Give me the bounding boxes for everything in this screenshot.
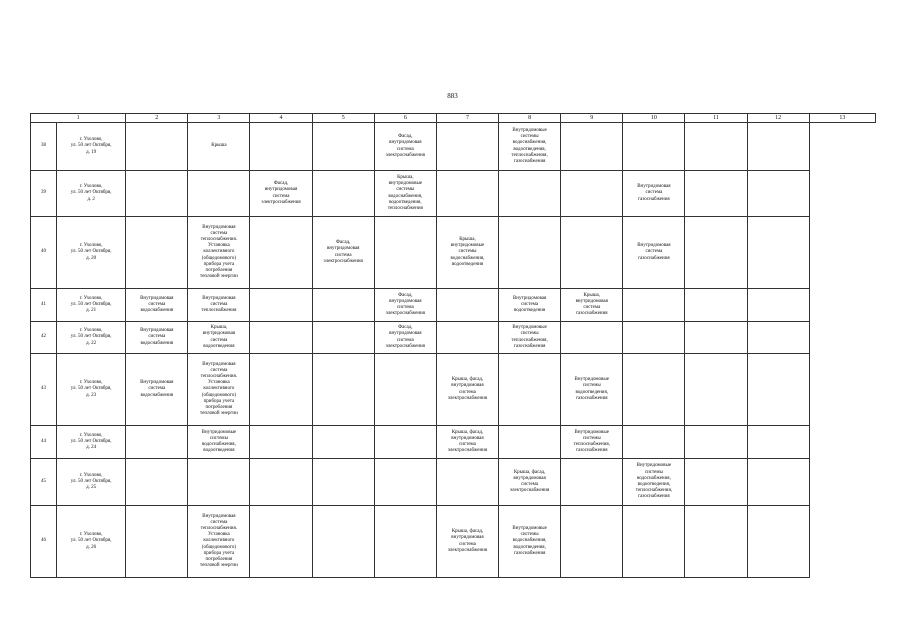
col3-cell — [126, 217, 188, 289]
col10-cell — [561, 354, 623, 426]
col9-cell-text: Внутридомовые системы теплоснабжения, газоснабжения — [511, 325, 548, 349]
col10-cell — [561, 123, 623, 171]
col9-cell-text: Внутридомовые системы водоснабжения, водоотведения, теплоснабжения, газоснабжения — [511, 127, 548, 164]
col4-cell-text: Внутридомовые системы водоснабжения, водоотведения — [201, 429, 237, 454]
address-cell-text: г. Ухолово, ул. 50 лет Октября, д. 21 — [70, 295, 112, 314]
col7-cell-text: Фасад, внутридомовая система электроснабжения — [385, 325, 425, 349]
table-row — [31, 506, 876, 578]
col8-cell-text: Крыша, фасад, внутридомовая система электроснабжения — [447, 529, 488, 553]
col8-cell — [436, 426, 498, 459]
col3-cell — [126, 123, 188, 171]
col7-cell — [374, 217, 436, 289]
table-row — [31, 426, 876, 459]
column-header: 5 — [312, 114, 374, 123]
col9-cell — [499, 289, 561, 322]
col6-cell — [312, 426, 374, 459]
col5-cell-text: Фасад, внутридомовая система электроснабжения — [261, 181, 301, 205]
col5-cell — [250, 289, 312, 322]
col10-cell — [561, 171, 623, 217]
col7-cell — [374, 123, 436, 171]
col13-cell — [747, 354, 809, 426]
col3-cell — [126, 322, 188, 354]
row-number — [31, 289, 57, 322]
col5-cell — [250, 171, 312, 217]
col4-cell — [188, 426, 250, 459]
column-header: 7 — [436, 114, 498, 123]
col7-cell — [374, 322, 436, 354]
address-cell-text: г. Ухолово, ул. 50 лет Октября, д. 22 — [70, 328, 112, 346]
column-header: 8 — [499, 114, 561, 123]
col9-cell-text: Внутридомовые системы водоснабжения, водоотведения, газоснабжения — [512, 525, 547, 556]
row-number — [31, 459, 57, 506]
col9-cell — [499, 426, 561, 459]
col3-cell — [126, 289, 188, 322]
col11-cell — [623, 354, 685, 426]
repair-schedule-table — [30, 113, 876, 578]
col8-cell — [436, 459, 498, 506]
address-cell — [57, 217, 126, 289]
address-cell-text: г. Ухолово, ул. 50 лет Октября, д. 25 — [70, 472, 112, 491]
col5-cell — [250, 322, 312, 354]
col4-cell — [188, 123, 250, 171]
col4-cell — [188, 506, 250, 578]
address-cell-text: г. Ухолово, ул. 50 лет Октября, д. 23 — [70, 380, 112, 398]
row-number — [31, 123, 57, 171]
address-cell-text: г. Ухолово, ул. 50 лет Октября, д. 19 — [70, 137, 112, 155]
col3-cell-text: Внутридомовая система водоснабжения — [140, 295, 174, 314]
col9-cell — [499, 217, 561, 289]
col13-cell — [747, 217, 809, 289]
col7-cell — [374, 506, 436, 578]
col9-cell — [499, 459, 561, 506]
col12-cell — [685, 322, 747, 354]
col12-cell — [685, 354, 747, 426]
col7-cell-text: Крыша, внутридомовые системы водоснабжения, водоотведения, теплоснабжения — [387, 174, 423, 211]
row-number-text: 46 — [41, 538, 47, 544]
col3-cell-text: Внутридомовая система водоснабжения — [140, 328, 174, 346]
col11-cell — [623, 123, 685, 171]
col8-cell-text: Крыша, фасад, внутридомовая система электроснабжения — [447, 429, 488, 454]
table-row — [31, 322, 876, 354]
col8-cell — [436, 322, 498, 354]
address-cell — [57, 459, 126, 506]
column-header: 2 — [126, 114, 188, 123]
col7-cell — [374, 354, 436, 426]
col6-cell — [312, 506, 374, 578]
col12-cell — [685, 289, 747, 322]
col13-cell — [747, 289, 809, 322]
col10-cell-text: Крыша, внутридомовая система газоснабжения — [575, 292, 608, 317]
col10-cell-text: Внутридомовые системы водоотведения, газоснабжения — [574, 377, 609, 401]
col13-cell — [747, 459, 809, 506]
row-number-text: 39 — [41, 190, 47, 196]
address-cell — [57, 289, 126, 322]
address-cell — [57, 354, 126, 426]
address-cell — [57, 322, 126, 354]
col10-cell — [561, 322, 623, 354]
col11-cell — [623, 171, 685, 217]
col4-cell — [188, 289, 250, 322]
col4-cell — [188, 322, 250, 354]
col6-cell — [312, 171, 374, 217]
col3-cell — [126, 426, 188, 459]
column-header: 3 — [188, 114, 250, 123]
col13-cell — [747, 322, 809, 354]
col10-cell — [561, 506, 623, 578]
row-number-text: 45 — [41, 478, 47, 484]
col9-cell — [499, 322, 561, 354]
column-header: 12 — [747, 114, 809, 123]
col11-cell-text: Внутридомовая система газоснабжения — [637, 243, 671, 261]
row-number — [31, 354, 57, 426]
col4-cell — [188, 354, 250, 426]
address-cell — [57, 123, 126, 171]
table-row — [31, 123, 876, 171]
col7-cell-text: Фасад, внутридомовая система электроснабжения — [385, 292, 425, 317]
row-number — [31, 506, 57, 578]
column-header: 4 — [250, 114, 312, 123]
col11-cell — [623, 322, 685, 354]
row-number-text: 38 — [41, 143, 47, 149]
col8-cell — [436, 171, 498, 217]
col6-cell — [312, 217, 374, 289]
col11-cell — [623, 506, 685, 578]
col9-cell-text: Внутридомовая система водоотведения — [512, 295, 547, 314]
col11-cell — [623, 289, 685, 322]
col3-cell — [126, 506, 188, 578]
col5-cell — [250, 459, 312, 506]
col8-cell — [436, 354, 498, 426]
col7-cell — [374, 171, 436, 217]
col4-cell-text: Крыша — [211, 143, 227, 149]
col4-cell — [188, 217, 250, 289]
col12-cell — [685, 459, 747, 506]
address-cell — [57, 171, 126, 217]
col9-cell — [499, 506, 561, 578]
col4-cell-text: Внутридомовая система теплоснабжения. Установка коллективного (общедомового) прибора учета потребления тепловой энергии — [200, 361, 238, 417]
col12-cell — [685, 426, 747, 459]
table-row — [31, 217, 876, 289]
col6-cell-text: Фасад, внутридомовая система электроснабжения — [323, 240, 363, 264]
column-header: 11 — [685, 114, 747, 123]
row-number-text: 42 — [41, 334, 47, 340]
col12-cell — [685, 171, 747, 217]
col8-cell-text: Крыша, внутридомовые системы водоснабжения, водоотведения — [450, 236, 485, 267]
page-number: 883 — [447, 92, 458, 100]
col9-cell — [499, 354, 561, 426]
col6-cell — [312, 322, 374, 354]
col13-cell — [747, 506, 809, 578]
column-header: 6 — [374, 114, 436, 123]
table-row — [31, 171, 876, 217]
row-number — [31, 426, 57, 459]
address-cell-text: г. Ухолово, ул. 50 лет Октября, д. 26 — [70, 532, 112, 550]
col4-cell-text: Крыша, внутридомовая система водоотведения — [202, 325, 236, 349]
col5-cell — [250, 354, 312, 426]
column-header: 10 — [623, 114, 685, 123]
col7-cell — [374, 426, 436, 459]
col10-cell-text: Внутридомовые системы теплоснабжения, газоснабжения — [573, 429, 610, 454]
col12-cell — [685, 217, 747, 289]
col6-cell — [312, 289, 374, 322]
col10-cell — [561, 459, 623, 506]
column-number-row — [31, 114, 876, 123]
row-number — [31, 171, 57, 217]
col6-cell — [312, 123, 374, 171]
row-number-text: 40 — [41, 249, 47, 255]
col9-cell — [499, 171, 561, 217]
col12-cell — [685, 506, 747, 578]
row-number-text: 43 — [41, 386, 47, 392]
col4-cell-text: Внутридомовая система теплоснабжения. Установка коллективного (общедомового) прибора учета потребления тепловой энергии — [200, 513, 238, 569]
col10-cell — [561, 217, 623, 289]
row-number — [31, 217, 57, 289]
address-cell — [57, 426, 126, 459]
col8-cell — [436, 289, 498, 322]
address-cell-text: г. Ухолово, ул. 50 лет Октября, д. 20 — [70, 243, 112, 261]
col11-cell — [623, 426, 685, 459]
col10-cell — [561, 289, 623, 322]
col8-cell — [436, 217, 498, 289]
column-header: 1 — [31, 114, 126, 123]
col5-cell — [250, 217, 312, 289]
table-row — [31, 459, 876, 506]
col11-cell — [623, 459, 685, 506]
col9-cell — [499, 123, 561, 171]
row-number-text: 41 — [41, 301, 47, 307]
address-cell-text: г. Ухолово, ул. 50 лет Октября, д. 2 — [70, 184, 112, 202]
col7-cell — [374, 289, 436, 322]
col10-cell — [561, 426, 623, 459]
col8-cell — [436, 123, 498, 171]
col5-cell — [250, 426, 312, 459]
col4-cell — [188, 459, 250, 506]
col8-cell-text: Крыша, фасад, внутридомовая система электроснабжения — [447, 377, 488, 401]
col12-cell — [685, 123, 747, 171]
table-row — [31, 354, 876, 426]
col4-cell-text: Внутридомовая система теплоснабжения. Установка коллективного (общедомового) прибора учета потребления тепловой энергии — [200, 224, 238, 280]
col11-cell-text: Внутридомовая система газоснабжения — [637, 184, 671, 202]
column-header: 9 — [561, 114, 623, 123]
address-cell-text: г. Ухолово, ул. 50 лет Октября, д. 24 — [70, 432, 112, 451]
col3-cell — [126, 459, 188, 506]
col5-cell — [250, 123, 312, 171]
col3-cell — [126, 354, 188, 426]
col11-cell-text: Внутридомовые системы водоснабжения, водоотведения, теплоснабжения, газоснабжения — [635, 463, 673, 500]
col13-cell — [747, 426, 809, 459]
table-row — [31, 289, 876, 322]
col6-cell — [312, 354, 374, 426]
address-cell — [57, 506, 126, 578]
row-number-text: 44 — [41, 438, 47, 444]
column-header: 13 — [809, 114, 875, 123]
col8-cell — [436, 506, 498, 578]
row-number — [31, 322, 57, 354]
col7-cell-text: Фасад, внутридомовая система электроснабжения — [385, 134, 425, 158]
col6-cell — [312, 459, 374, 506]
col11-cell — [623, 217, 685, 289]
col4-cell-text: Внутридомовая система теплоснабжения — [201, 295, 237, 314]
col3-cell — [126, 171, 188, 217]
col3-cell-text: Внутридомовая система водоснабжения — [140, 380, 174, 398]
col7-cell — [374, 459, 436, 506]
col9-cell-text: Крыша, фасад, внутридомовая система электроснабжения — [509, 469, 550, 494]
col13-cell — [747, 171, 809, 217]
col13-cell — [747, 123, 809, 171]
col4-cell — [188, 171, 250, 217]
col5-cell — [250, 506, 312, 578]
